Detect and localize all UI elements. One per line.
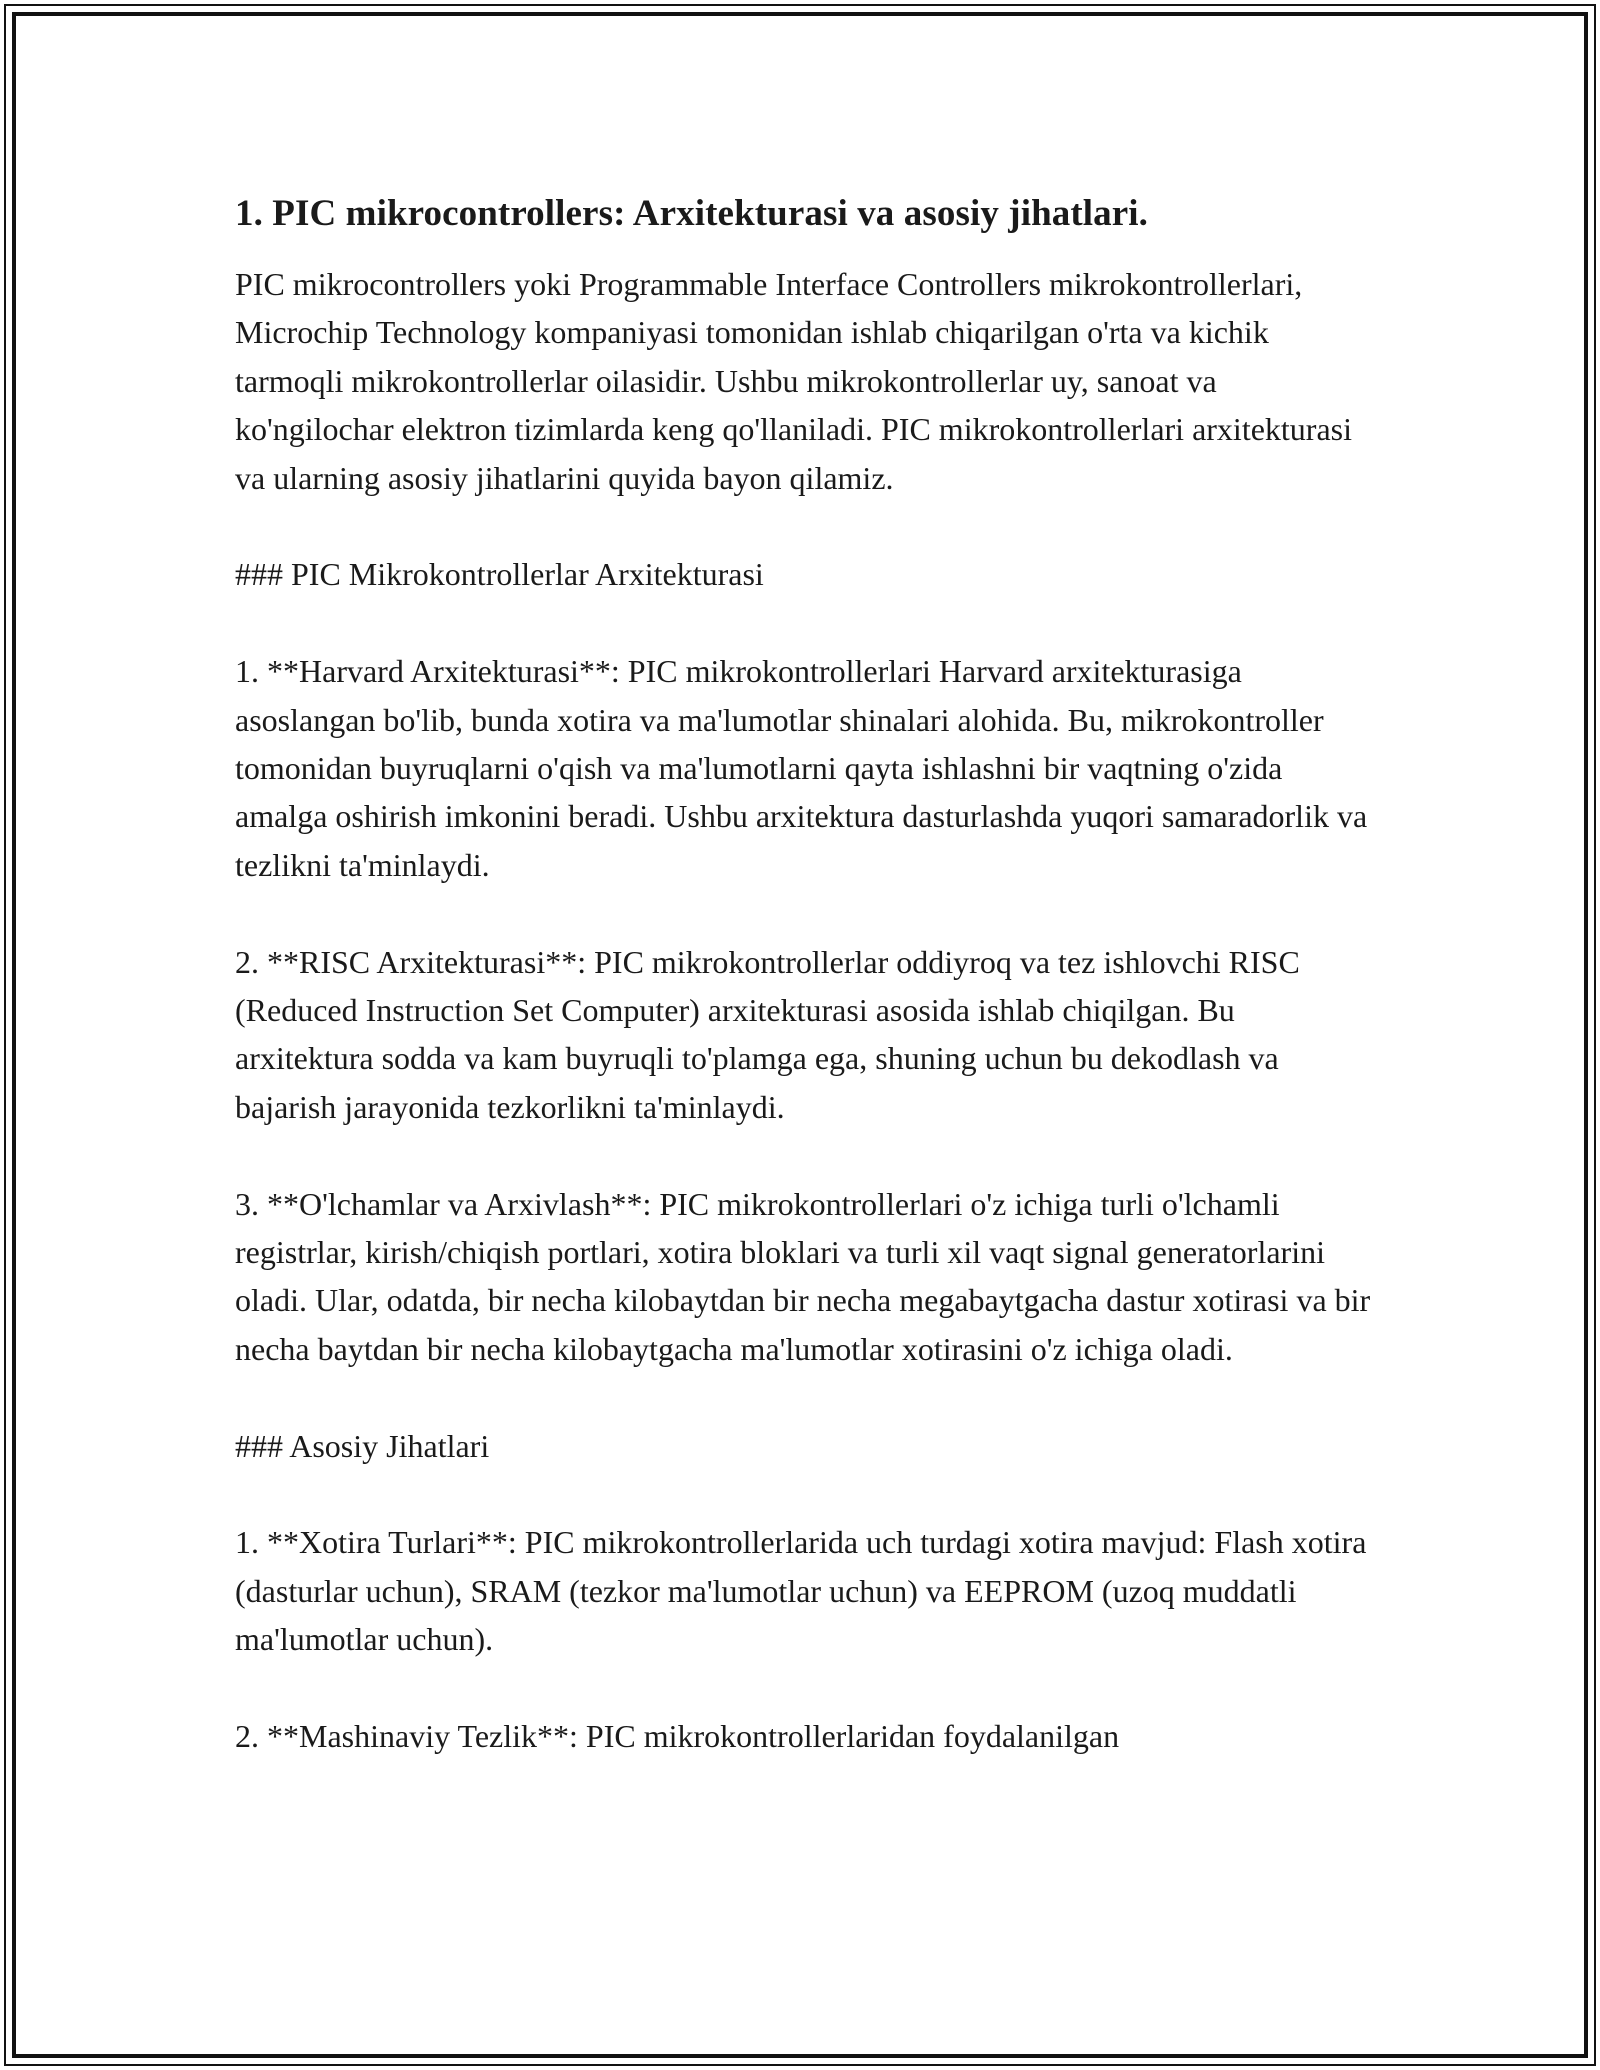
section-heading-key-aspects: ### Asosiy Jihatlari	[235, 1427, 490, 1464]
section-heading-architecture: ### PIC Mikrokontrollerlar Arxitekturasi	[235, 556, 764, 593]
intro-paragraph: PIC mikrocontrollers yoki Programmable Interface Controllers mikrokontrollerlari, Microchip Technology kompaniyasi tomonidan ishlab chiqarilgan o'rta va kichik tarmoqli mikrokontrollerlar oilasidir. Ushbu mikrokontrollerlar uy, sanoat va ko'ngilochar elektron tizimlarda keng qo'llaniladi. PIC mikrokontrollerlari arxitekturasi va ularning asosiy jihatlarini quyida bayon qilamiz.	[235, 266, 1352, 496]
list-item-memory-types: 1. **Xotira Turlari**: PIC mikrokontrollerlarida uch turdagi xotira mavjud: Flash xotira (dasturlar uchun), SRAM (tezkor ma'lumotlar uchun) va EEPROM (uzoq muddatli ma'lumotlar uchun).	[235, 1524, 1367, 1658]
list-item-machine-speed: 2. **Mashinaviy Tezlik**: PIC mikrokontrollerlaridan foydalanilgan	[235, 1718, 1120, 1755]
list-item-dimensions: 3. **O'lchamlar va Arxivlash**: PIC mikrokontrollerlari o'z ichiga turli o'lchamli registrlar, kirish/chiqish portlari, xotira bloklari va turli xil vaqt signal generatorlarini oladi. Ular, odatda, bir necha kilobaytdan bir necha megabaytgacha dastur xotirasi va bir necha baytdan bir necha kilobaytgacha ma'lumotlar xotirasini o'z ichiga oladi.	[235, 1185, 1371, 1367]
list-item-harvard: 1. **Harvard Arxitekturasi**: PIC mikrokontrollerlari Harvard arxitekturasiga asoslangan bo'lib, bunda xotira va ma'lumotlar shinalari alohida. Bu, mikrokontroller tomonidan buyruqlarni o'qish va ma'lumotlarni qayta ishlashni bir vaqtning o'zida amalga oshirish imkonini beradi. Ushbu arxitektura dasturlashda yuqori samaradorlik va tezlikni ta'minlaydi.	[235, 653, 1368, 883]
document-page	[235, 190, 1375, 1760]
list-item-risc: 2. **RISC Arxitekturasi**: PIC mikrokontrollerlar oddiyroq va tez ishlovchi RISC (Reduced Instruction Set Computer) arxitekturasi asosida ishlab chiqilgan. Bu arxitektura sodda va kam buyruqli to'plamga ega, shuning uchun bu dekodlash va bajarish jarayonida tezkorlikni ta'minlaydi.	[235, 943, 1300, 1125]
document-title: 1. PIC mikrocontrollers: Arxitekturasi va asosiy jihatlari.	[235, 193, 1149, 234]
